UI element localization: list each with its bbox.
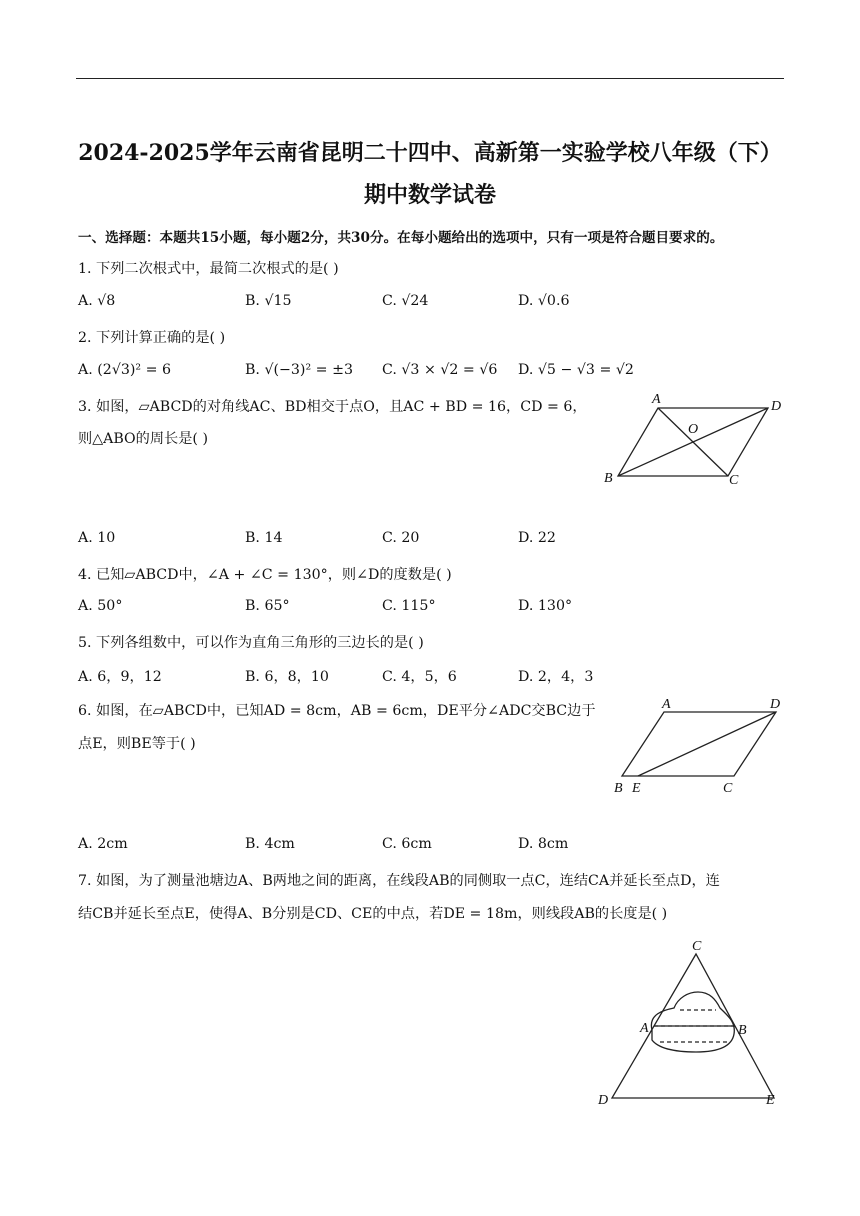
label-c: C bbox=[692, 939, 702, 954]
question-6-option-d: D. 8cm bbox=[518, 836, 569, 852]
question-4-option-b: B. 65° bbox=[245, 598, 290, 614]
question-1-stem: 1. 下列二次根式中，最简二次根式的是( ) bbox=[78, 261, 339, 277]
question-4-option-c: C. 115° bbox=[382, 598, 436, 614]
question-1-option-c: C. √24 bbox=[382, 293, 429, 309]
question-2-option-b: B. √(−3)² = ±3 bbox=[245, 362, 353, 378]
label-a: A bbox=[652, 392, 661, 407]
label-b: B bbox=[614, 781, 623, 796]
question-3-option-a: A. 10 bbox=[78, 530, 116, 546]
question-6-figure bbox=[610, 694, 810, 804]
label-e: E bbox=[632, 781, 641, 796]
question-6-stem-line1: 6. 如图，在▱ABCD中，已知AD = 8cm，AB = 6cm，DE平分∠ADC交BC边于 bbox=[78, 703, 596, 719]
question-7-stem-line2: 结CB并延长至点E，使得A、B分别是CD、CE的中点，若DE = 18m，则线段AB的长度是( ) bbox=[78, 906, 668, 922]
question-2-option-a: A. (2√3)² = 6 bbox=[78, 362, 172, 378]
question-5-option-a: A. 6，9，12 bbox=[78, 669, 162, 685]
question-2-option-d: D. √5 − √3 = √2 bbox=[518, 362, 634, 378]
question-3-option-c: C. 20 bbox=[382, 530, 420, 546]
label-c: C bbox=[729, 473, 739, 488]
question-5-stem: 5. 下列各组数中，可以作为直角三角形的三边长的是( ) bbox=[78, 635, 424, 651]
section-heading: 一、选择题：本题共15小题，每小题2分，共30分。在每小题给出的选项中，只有一项是符合题目要求的。 bbox=[78, 230, 724, 246]
question-4-stem: 4. 已知▱ABCD中，∠A + ∠C = 130°，则∠D的度数是( ) bbox=[78, 567, 452, 583]
question-3-stem-line1: 3. 如图，▱ABCD的对角线AC、BD相交于点O，且AC + BD = 16，CD = 6， bbox=[78, 399, 587, 415]
question-5-option-d: D. 2，4，3 bbox=[518, 669, 594, 685]
header-rule bbox=[76, 78, 784, 79]
question-3-option-b: B. 14 bbox=[245, 530, 283, 546]
question-4-option-a: A. 50° bbox=[78, 598, 123, 614]
label-o: O bbox=[688, 422, 699, 437]
question-6-option-a: A. 2cm bbox=[78, 836, 128, 852]
label-c: C bbox=[723, 781, 733, 796]
label-d: D bbox=[771, 399, 782, 414]
page-title-line2: 期中数学试卷 bbox=[363, 182, 496, 208]
diagonal-bd bbox=[618, 408, 768, 476]
label-d: D bbox=[598, 1093, 609, 1108]
label-d: D bbox=[770, 697, 781, 712]
question-6-option-b: B. 4cm bbox=[245, 836, 295, 852]
label-a: A bbox=[640, 1021, 649, 1036]
question-2-option-c: C. √3 × √2 = √6 bbox=[382, 362, 498, 378]
question-3-figure bbox=[600, 390, 800, 490]
question-1-option-a: A. √8 bbox=[78, 293, 116, 309]
page-title-line1: 2024-2025学年云南省昆明二十四中、高新第一实验学校八年级（下） bbox=[78, 140, 782, 166]
question-6-option-c: C. 6cm bbox=[382, 836, 432, 852]
question-3-stem-line2: 则△ABO的周长是( ) bbox=[78, 431, 208, 447]
label-e: E bbox=[766, 1093, 775, 1108]
question-6-stem-line2: 点E，则BE等于( ) bbox=[78, 736, 196, 752]
question-5-option-b: B. 6，8，10 bbox=[245, 669, 329, 685]
question-5-option-c: C. 4，5，6 bbox=[382, 669, 457, 685]
parallelogram-abcd bbox=[622, 712, 776, 776]
question-2-stem: 2. 下列计算正确的是( ) bbox=[78, 330, 226, 346]
question-3-option-d: D. 22 bbox=[518, 530, 556, 546]
label-b: B bbox=[604, 471, 613, 486]
label-b: B bbox=[738, 1023, 747, 1038]
question-7-figure bbox=[594, 934, 794, 1114]
question-4-option-d: D. 130° bbox=[518, 598, 573, 614]
question-7-stem-line1: 7. 如图，为了测量池塘边A、B两地之间的距离，在线段AB的同侧取一点C，连结CA并延长至点D，连 bbox=[78, 873, 720, 889]
label-a: A bbox=[662, 697, 671, 712]
question-1-option-d: D. √0.6 bbox=[518, 293, 570, 309]
question-1-option-b: B. √15 bbox=[245, 293, 292, 309]
